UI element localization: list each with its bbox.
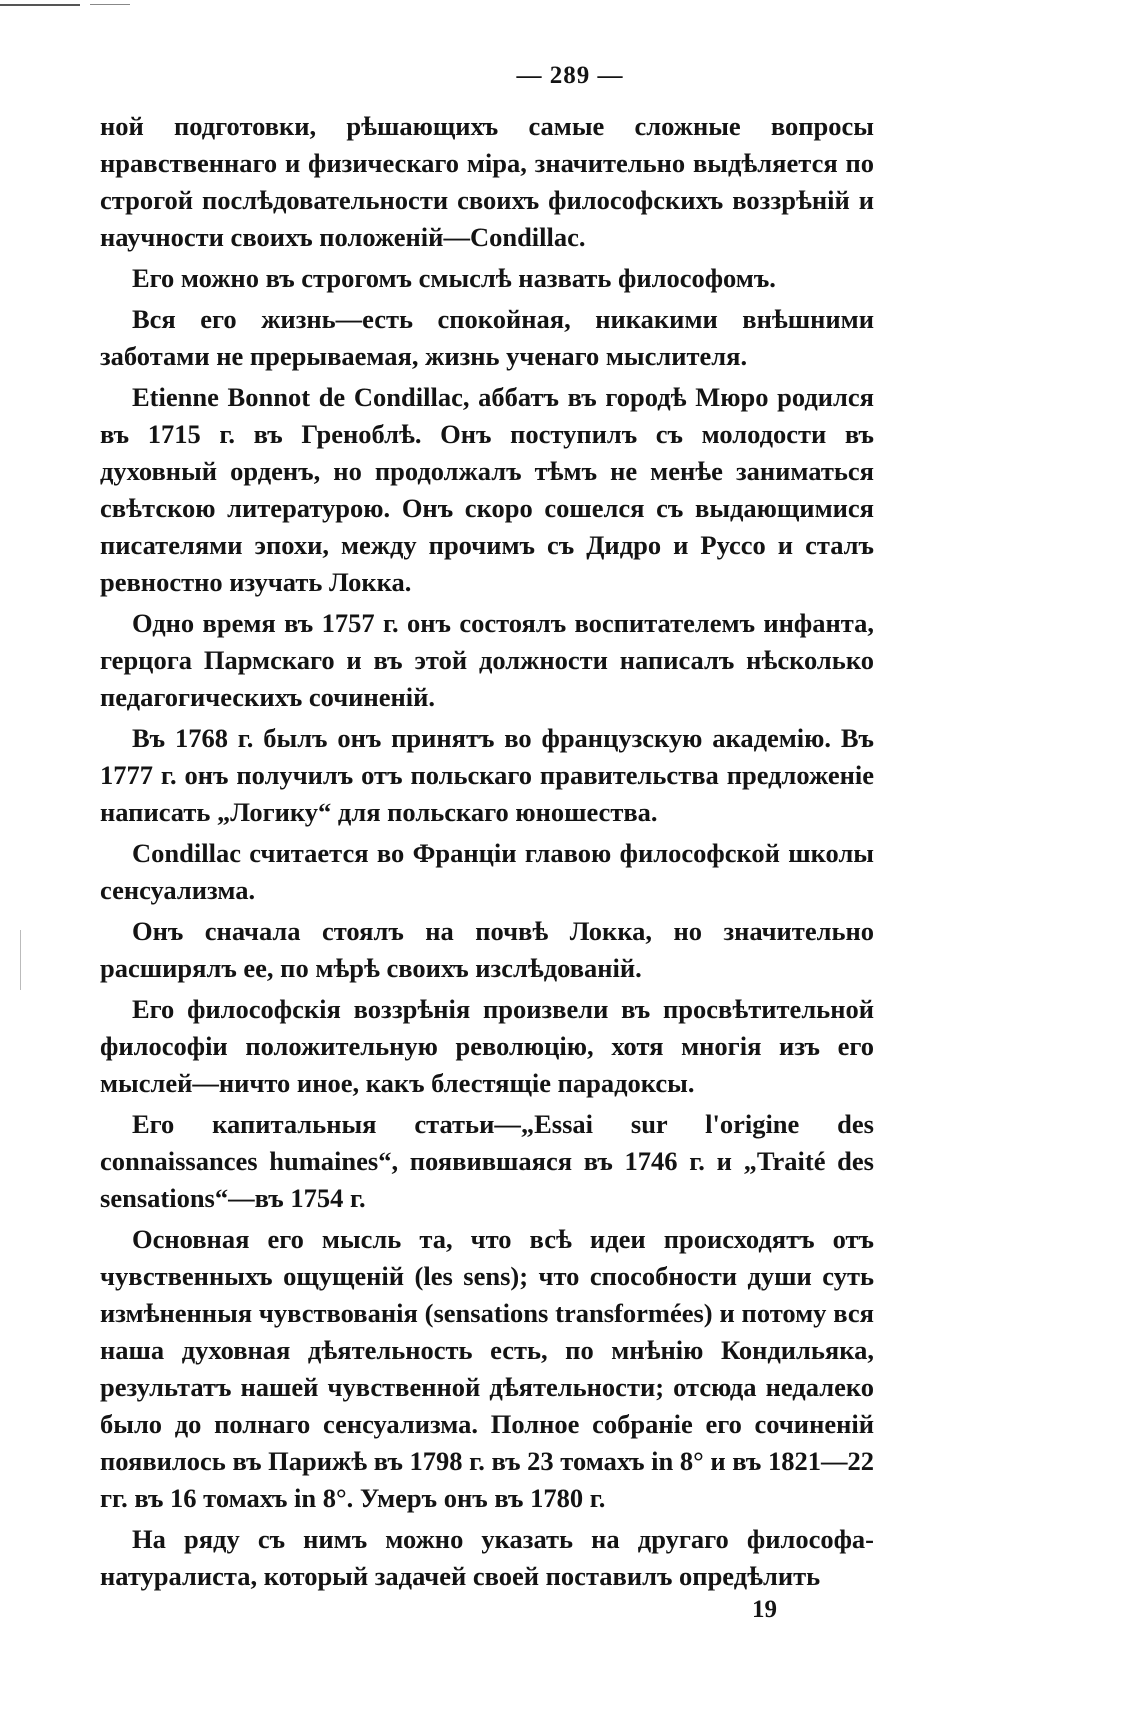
paragraph: Его капитальныя статьи—„Essai sur l'origine des connaissances humaines“, появившаяся въ 1746 г. и „Traité des sensations“—въ 1754 г. [100,1109,874,1213]
paragraph: Etienne Bonnot de Condillac, аббатъ въ городѣ Мюро родился въ 1715 г. въ Греноблѣ. Онъ поступилъ съ молодости въ духовный орденъ, но продолжалъ тѣмъ не менѣе заниматься свѣтскою литературою. Онъ скоро сошелся съ выдающимися писателями эпохи, между прочимъ съ Дидро и Руссо и сталъ ревностно изучать Локка. [100,382,874,597]
paragraph: Основная его мысль та, что всѣ идеи происходятъ отъ чувственныхъ ощущеній (les sens); что способности души суть измѣненныя чувствованія (sensations transformées) и потому вся наша духовная дѣятельность есть, по мнѣнію Кондильяка, результатъ нашей чувственной дѣятельности; отсюда недалеко было до полнаго сенсуализма. Полное собраніе его сочиненій появилось въ Парижѣ въ 1798 г. въ 23 томахъ in 8° и въ 1821—22 гг. въ 16 томахъ in 8°. Умеръ онъ въ 1780 г. [100,1224,874,1513]
paragraph: Condillac считается во Франціи главою философской школы сенсуализма. [100,838,874,905]
paragraph: На ряду съ нимъ можно указать на другаго философа-натуралиста, который задачей своей поставилъ опредѣлить [100,1524,874,1591]
paragraph: Одно время въ 1757 г. онъ состоялъ воспитателемъ инфанта, герцога Пармскаго и въ этой должности написалъ нѣсколько педагогическихъ сочиненій. [100,608,874,712]
paragraph: Его философскія воззрѣнія произвели въ просвѣтительной философіи положительную революцію, хотя многія изъ его мыслей—ничто иное, какъ блестящіе парадоксы. [100,994,874,1098]
page-body [100,108,874,1599]
signature-mark: 19 [752,1596,777,1623]
paragraph: Онъ сначала стоялъ на почвѣ Локка, но значительно расширялъ ее, по мѣрѣ своихъ изслѣдованій. [100,916,874,983]
scan-edge-mark [20,930,21,990]
scan-edge-mark [90,4,130,5]
paragraph: Вся его жизнь—есть спокойная, никакими внѣшними заботами не прерываемая, жизнь ученаго мыслителя. [100,304,874,371]
paragraph: ной подготовки, рѣшающихъ самые сложные вопросы нравственнаго и физическаго міра, значительно выдѣляется по строгой послѣдовательности своихъ философскихъ воззрѣній и научности своихъ положеній—Condillac. [100,111,874,252]
page-number: — 289 — [516,62,624,89]
paragraph: Въ 1768 г. былъ онъ принятъ во французскую академію. Въ 1777 г. онъ получилъ отъ польскаго правительства предложеніе написать „Логику“ для польскаго юношества. [100,723,874,827]
scan-edge-mark [0,4,80,6]
paragraph: Его можно въ строгомъ смыслѣ назвать философомъ. [132,263,776,293]
